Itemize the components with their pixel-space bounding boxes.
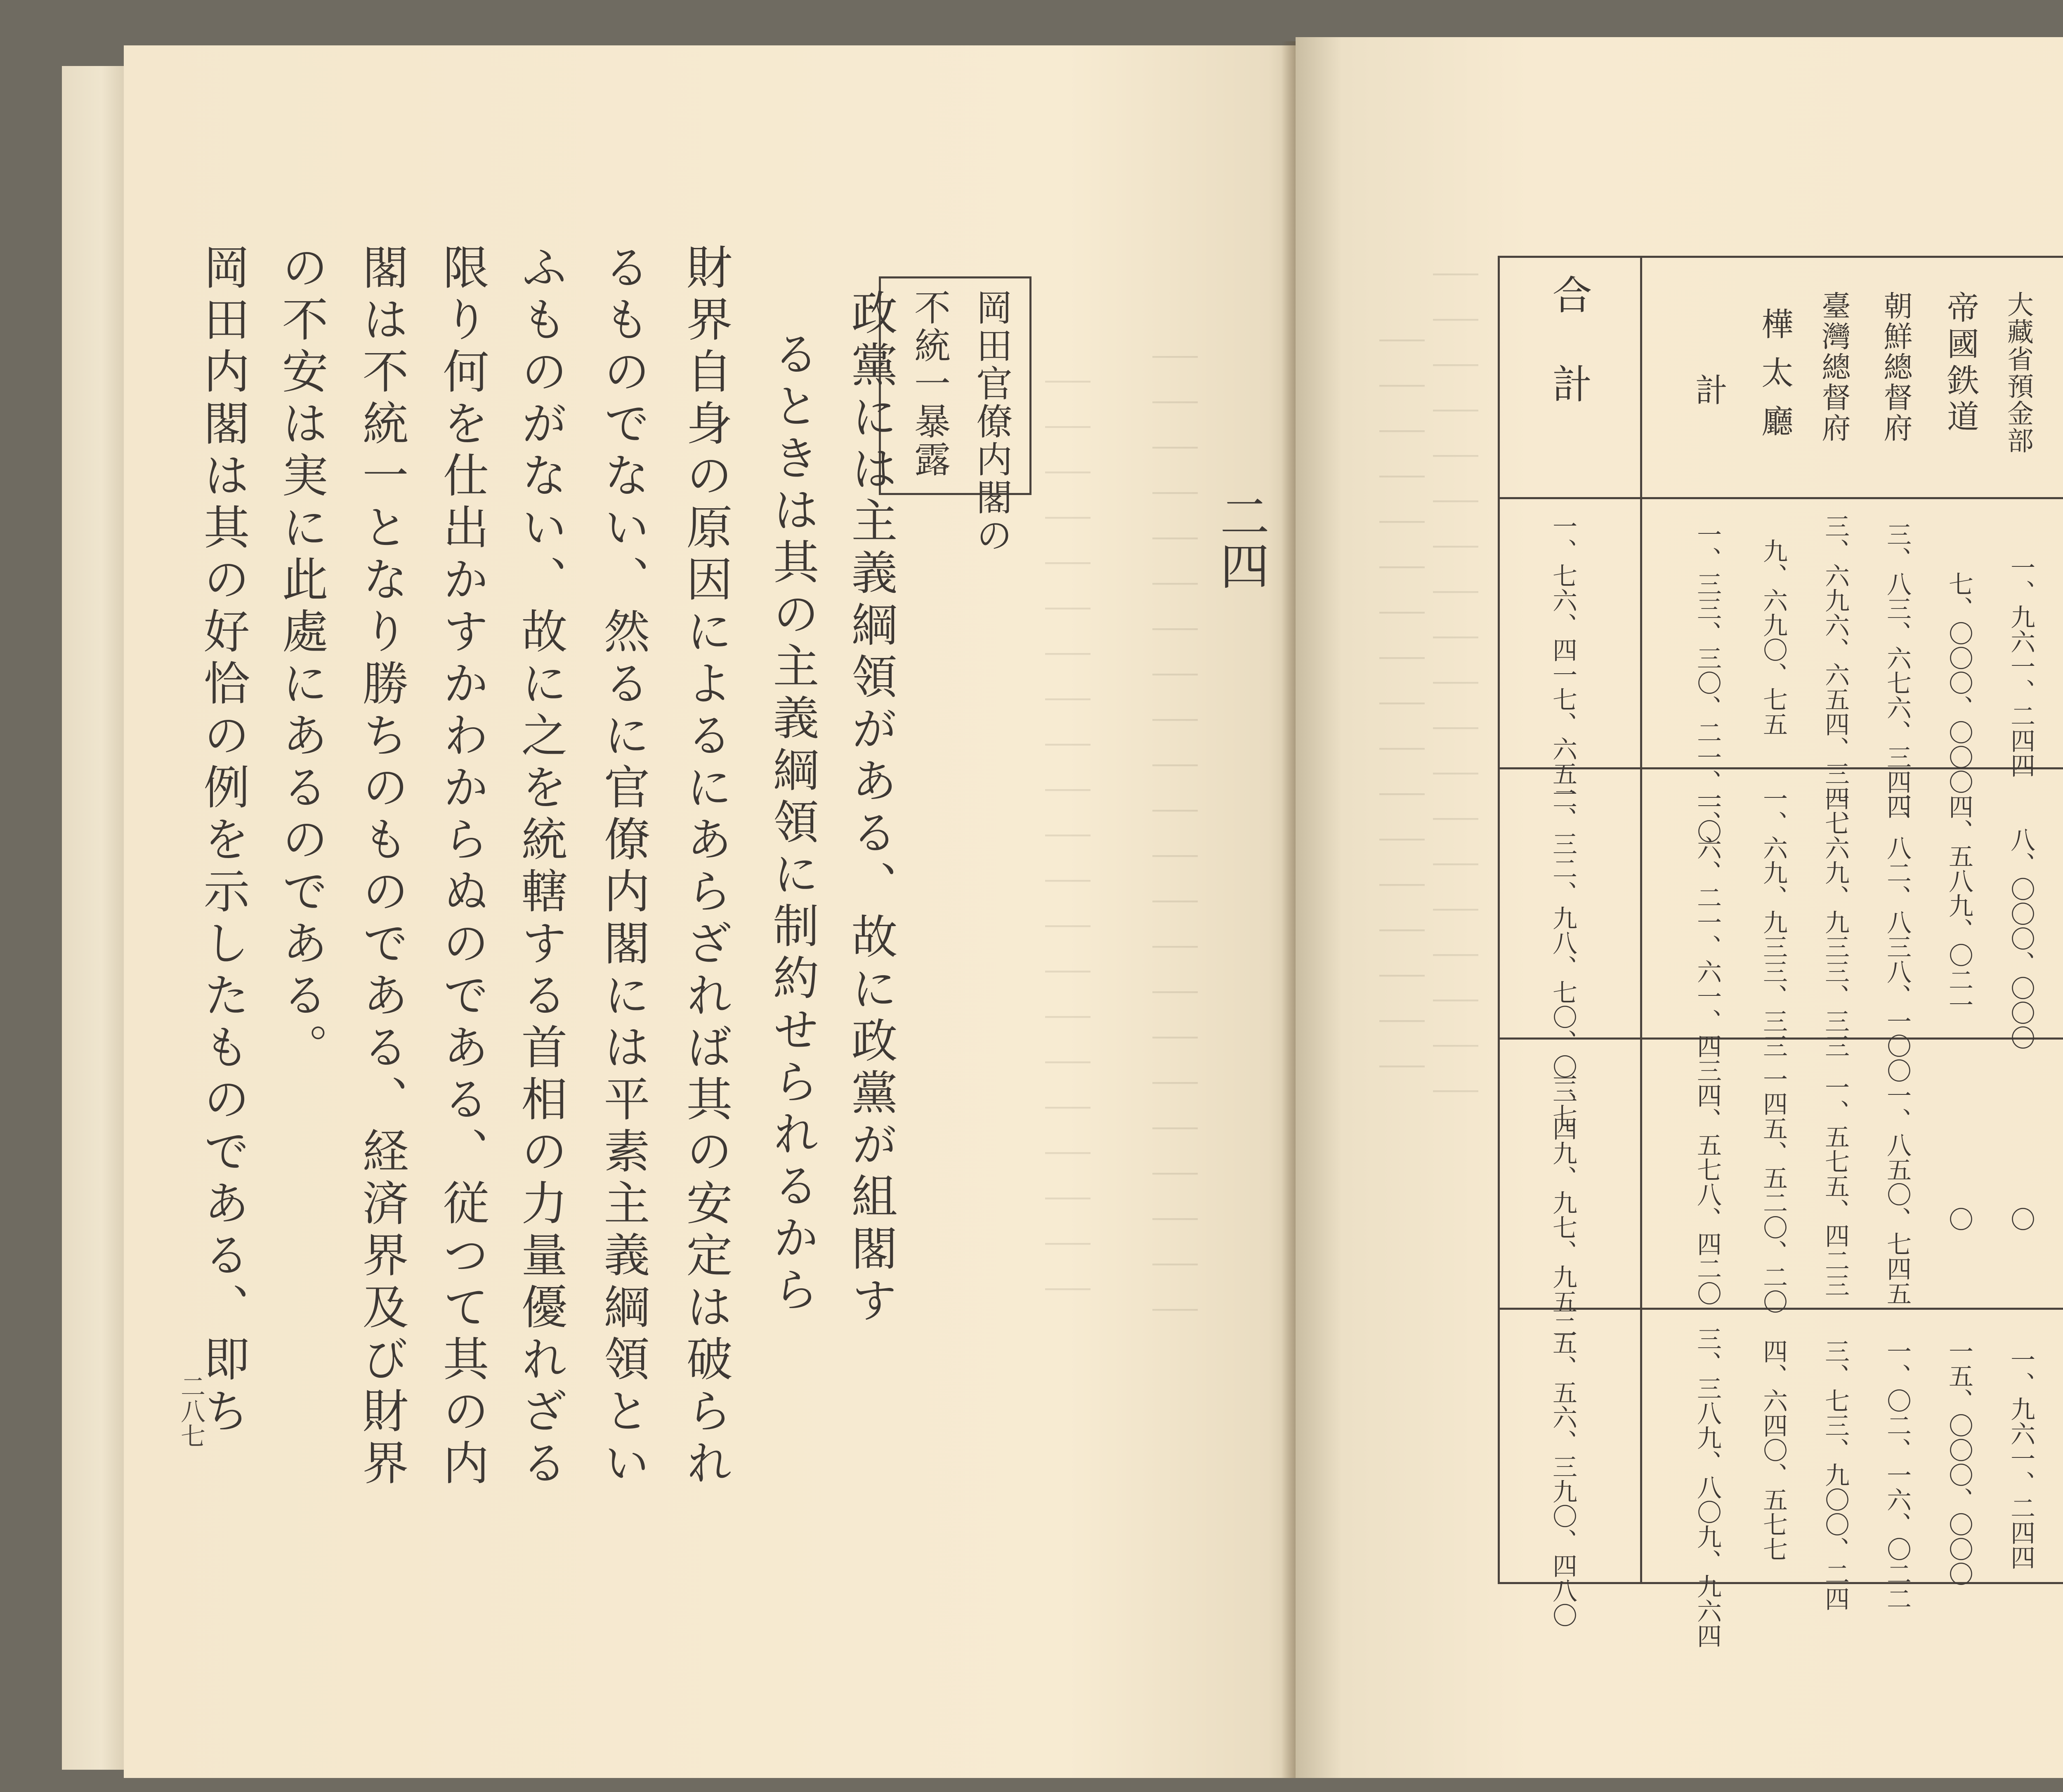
- cell-karafuto-fy9: 一四五、五二〇、二〇: [1759, 1066, 1788, 1314]
- heading-line-2: 不統一暴露: [909, 289, 951, 479]
- show-through-text: ｜｜｜｜｜｜｜｜｜｜｜｜｜｜｜｜｜｜｜: [1426, 252, 1478, 1114]
- cell-subtotal2-fy7: 一、三三、三〇、二一、一〇: [1693, 522, 1722, 844]
- cell-okura-fy7: 一、九六一、二四四: [2006, 555, 2035, 778]
- show-through-text: ｜｜｜｜｜｜｜｜｜｜｜｜｜｜｜｜｜｜｜｜｜｜: [1145, 334, 1198, 1332]
- body-column-1: 政黨には主義綱領がある、故に政黨が組閣す: [844, 289, 897, 1328]
- cell-chosen-fy8: 一、八二、八三八、一〇〇: [1883, 786, 1912, 1083]
- cell-chosen-fy7: 三、八三、六七六、三四四: [1883, 522, 1912, 819]
- budget-table: [1498, 256, 2063, 1648]
- cell-railway-fy7: 七、〇〇〇、〇〇〇: [1945, 571, 1973, 794]
- cell-karafuto-fy7: 九、六九〇、七五: [1759, 538, 1788, 736]
- body-column-4: るものでない、然るに官僚内閣には平素主義綱領とい: [596, 243, 650, 1491]
- body-column-6: 限り何を仕出かすかわからぬのである、従つて其の内: [435, 243, 489, 1491]
- cell-okura-total: 一、九六一、二四四: [2006, 1347, 2035, 1570]
- body-column-7: 閣は不統一となり勝ちのものである、経済界及び財界: [355, 243, 408, 1491]
- cell-subtotal2-total: 三、三八九、八〇九、九六四: [1693, 1326, 1722, 1648]
- cell-total-fy7: 一、七六、四一七、六五二: [1548, 514, 1577, 811]
- cell-subtotal2-fy8: 一、六、二一、六一、四三四: [1693, 786, 1722, 1108]
- row-label-special: [2061, 274, 2063, 420]
- row-label-grand-total: 合計: [1546, 274, 1592, 453]
- row-label-okura: 大藏省預金部: [2003, 291, 2033, 454]
- cell-taiwan-total: 三、七三、九〇〇、二四: [1821, 1339, 1850, 1611]
- cell-railway-fy9: 〇: [1945, 1207, 1973, 1231]
- left-page-block-edge: [62, 66, 128, 1770]
- table-rule: [1500, 497, 2063, 499]
- row-label-karafuto: 樺太廳: [1756, 307, 1793, 453]
- cell-karafuto-fy8: 一、六九、九三三、三三: [1759, 786, 1788, 1058]
- row-label-subtotal-2: 計: [1690, 373, 1727, 410]
- cell-railway-fy8: 四、五八九、〇二一: [1945, 794, 1973, 1017]
- body-column-9: 岡田内閣は其の好恰の例を示したものである、即ち: [196, 243, 250, 1439]
- cell-total-total: 五、五六、三九〇、四八〇: [1548, 1330, 1577, 1627]
- cell-taiwan-fy9: 一、五七五、四二三: [1821, 1075, 1850, 1297]
- cell-total-fy9: 一、四九、九七、九五二: [1548, 1066, 1577, 1339]
- show-through-text: ｜｜｜｜｜｜｜｜｜｜｜｜｜｜｜｜｜: [1372, 318, 1425, 1089]
- heading-line-1: 岡田官僚内閣の: [970, 289, 1013, 554]
- show-through-text: ｜｜｜｜｜｜｜｜｜｜｜｜｜｜｜｜｜｜｜｜｜: [1038, 359, 1091, 1312]
- cell-taiwan-fy8: 一、六九、九三三、三三: [1821, 786, 1850, 1058]
- cell-taiwan-fy7: 三、六九六、六五四、三四七: [1821, 514, 1850, 835]
- section-number: 二四: [1212, 491, 1269, 590]
- cell-subtotal2-fy9: 四、五七八、四二〇: [1693, 1083, 1722, 1306]
- body-column-3: 財界自身の原因によるにあらざれば其の安定は破られ: [679, 243, 732, 1491]
- cell-total-fy8: 一、三二、九八、七〇、〇三七: [1548, 782, 1577, 1128]
- cell-karafuto-total: 四、六四〇、五七七: [1759, 1339, 1788, 1561]
- cell-okura-fy8: 八、〇〇〇、〇〇〇: [2006, 827, 2035, 1050]
- cell-railway-total: 一五、〇〇〇、〇〇〇: [1945, 1339, 1973, 1586]
- left-page: [124, 45, 1304, 1778]
- cell-chosen-total: 一、〇二、一六、〇二二: [1883, 1339, 1912, 1611]
- row-label-chosen: 朝鮮總督府: [1879, 291, 1913, 443]
- row-label-railway: 帝國鉄道: [1942, 291, 1979, 436]
- page-number-left: 二八七: [177, 1374, 205, 1448]
- table-rule: [1500, 767, 2063, 769]
- row-label-taiwan: 臺灣總督府: [1817, 291, 1851, 443]
- cell-okura-fy9: 〇: [2006, 1207, 2035, 1231]
- body-column-5: ふものがない、故に之を統轄する首相の力量優れざる: [514, 243, 567, 1491]
- body-column-8: の不安は実に此處にあるのである。: [274, 243, 328, 1075]
- body-column-2: るときは其の主義綱領に制約せられるから: [765, 330, 819, 1318]
- cell-chosen-fy9: 一、八五〇、七四五: [1883, 1083, 1912, 1306]
- table-rule: [1640, 258, 1642, 1582]
